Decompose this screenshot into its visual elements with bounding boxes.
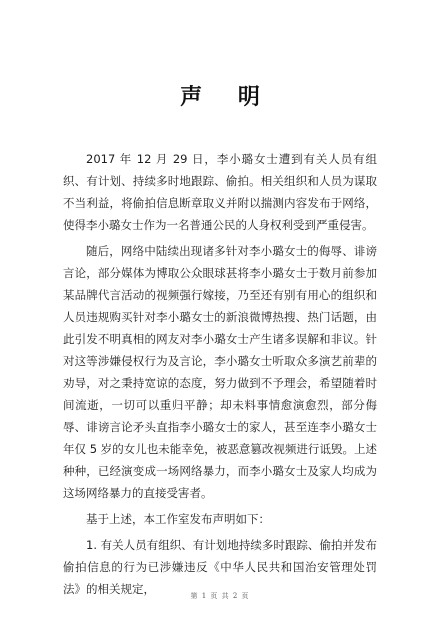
document-body [63, 148, 377, 600]
page-footer: 第 1 页 共 2 页 [190, 592, 250, 600]
paragraph-3: 基于上述，本工作室发布声明如下： [86, 512, 270, 526]
page-title: 声 明 [180, 84, 274, 110]
paragraph-2: 随后，网络中陆续出现诸多针对李小璐女士的侮辱、诽谤言论，部分媒体为博取公众眼球甚将李小璐女士于数月前参加某品牌代言活动的视频强行嫁接，乃至还有别有用心的组织和人员违规购买针对李小璐女士的新浪微博热搜、热门话题，由此引发不明真相的网友对李小璐女士产生诸多误解和非议。针对这等涉嫌侵权行为及言论，李小璐女士听取众多演艺前辈的劝导，对之秉持宽谅的态度，努力做到不予理会，希望随着时间流逝，一切可以重归平静；却未料事情愈演愈烈，部分侮辱、诽谤言论矛头直指李小璐女士的家人，甚至连李小璐女士年仅 5 岁的女儿也未能幸免，被恶意篡改视频进行诋毁。上述种种，已经演变成一场网络暴力，而李小璐女士及家人均成为这场网络暴力的直接受害者。 [63, 244, 377, 500]
paragraph-1: 2017 年 12 月 29 日，李小璐女士遭到有关人员有组织、有计划、持续多时地跟踪、偷拍。相关组织和人员为谋取不当利益，将偷拍信息断章取义并附以揣测内容发布于网络，使得李小璐女士作为一名普通公民的人身权利受到严重侵害。 [63, 152, 377, 232]
paragraph-4: 1. 有关人员有组织、有计划地持续多时跟踪、偷拍并发布偷拍信息的行为已涉嫌违反《中华人民共和国治安管理处罚法》的相关规定， [63, 538, 377, 596]
